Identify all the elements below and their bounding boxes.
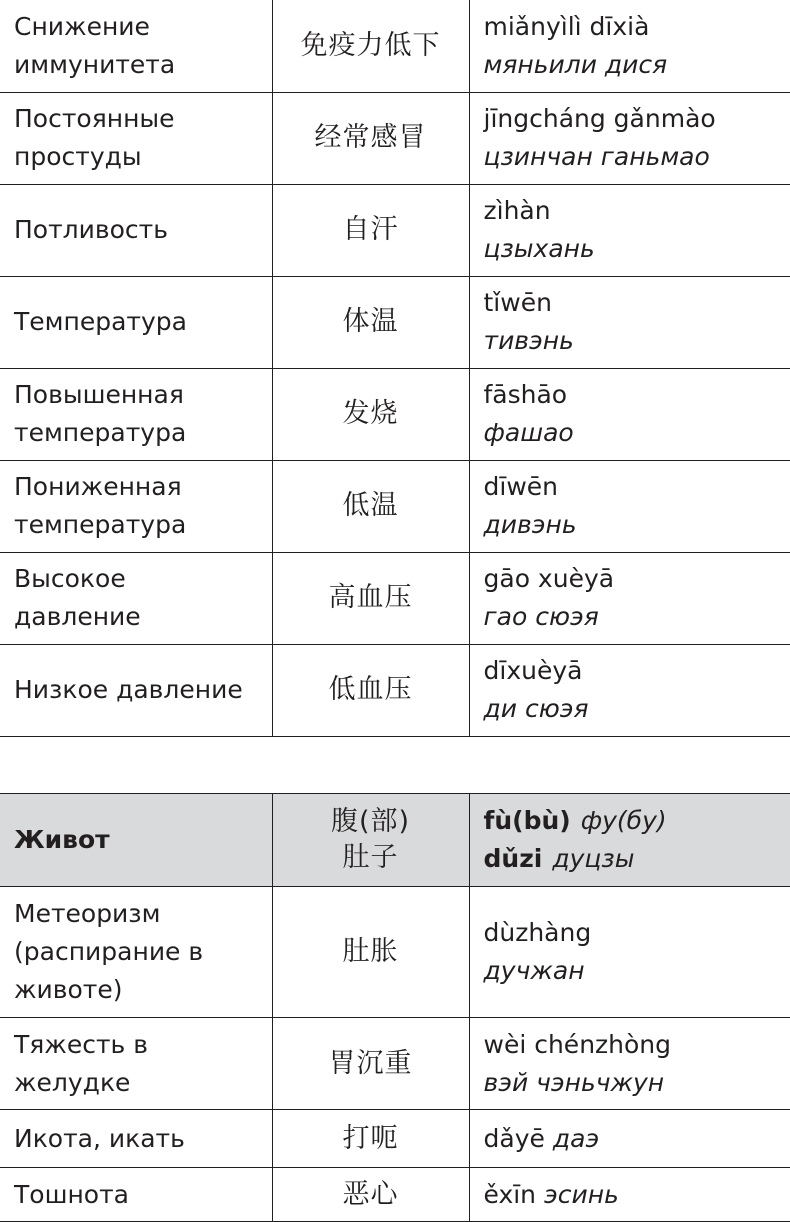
pinyin: fù(bù) bbox=[483, 806, 571, 835]
cyrillic-transliteration: цзинчан ганьмао bbox=[483, 142, 710, 171]
cyrillic-transliteration: фу(бу) bbox=[580, 806, 667, 835]
vocabulary-table-2 bbox=[0, 793, 790, 1222]
cyrillic-transliteration: дуцзы bbox=[552, 844, 635, 873]
russian-term: Высокое давление bbox=[0, 552, 272, 644]
pronunciation-cell bbox=[469, 460, 790, 552]
table-row bbox=[0, 1168, 790, 1222]
russian-term: Температура bbox=[0, 276, 272, 368]
section-chinese bbox=[272, 794, 469, 887]
cyrillic-transliteration: вэй чэньчжун bbox=[483, 1067, 665, 1097]
table-row bbox=[0, 644, 790, 736]
chinese-term: 低温 bbox=[272, 460, 469, 552]
chinese-term: 免疫力低下 bbox=[272, 0, 469, 92]
pinyin: dǔzi bbox=[483, 844, 543, 873]
cyrillic-transliteration: фашао bbox=[483, 418, 574, 447]
chinese-term: 低血压 bbox=[272, 644, 469, 736]
table-row bbox=[0, 92, 790, 184]
chinese-term: 打呃 bbox=[272, 1110, 469, 1168]
pinyin: jīngcháng gǎnmào bbox=[483, 104, 716, 133]
table-row bbox=[0, 1110, 790, 1168]
chinese-term: 发烧 bbox=[272, 368, 469, 460]
russian-term: Постоянные простуды bbox=[0, 92, 272, 184]
table-row bbox=[0, 552, 790, 644]
russian-term: Потливость bbox=[0, 184, 272, 276]
russian-term: Повышенная температура bbox=[0, 368, 272, 460]
chinese-term: 体温 bbox=[272, 276, 469, 368]
pronunciation-cell bbox=[469, 276, 790, 368]
table-row bbox=[0, 276, 790, 368]
russian-term: Пониженная температура bbox=[0, 460, 272, 552]
russian-term: Снижение иммунитета bbox=[0, 0, 272, 92]
pronunciation-cell bbox=[469, 1168, 790, 1222]
chinese-line-1: 腹(部) bbox=[330, 806, 411, 837]
pinyin: dǎyē bbox=[483, 1123, 545, 1153]
cyrillic-transliteration: гао сюэя bbox=[483, 602, 599, 631]
cyrillic-transliteration: дивэнь bbox=[483, 510, 577, 539]
chinese-term: 高血压 bbox=[272, 552, 469, 644]
chinese-term: 恶心 bbox=[272, 1168, 469, 1222]
russian-term: Тошнота bbox=[0, 1168, 272, 1222]
table-row bbox=[0, 0, 790, 92]
pinyin: miǎnyìlì dīxià bbox=[483, 11, 650, 41]
pinyin: zìhàn bbox=[483, 196, 551, 225]
pinyin: dùzhàng bbox=[483, 918, 592, 947]
chinese-term: 肚胀 bbox=[272, 887, 469, 1018]
pronunciation-cell bbox=[469, 887, 790, 1018]
pinyin: ěxīn bbox=[483, 1179, 537, 1209]
pronunciation-cell bbox=[469, 184, 790, 276]
pronunciation-cell bbox=[469, 552, 790, 644]
chinese-line-2: 肚子 bbox=[342, 842, 399, 873]
table-row bbox=[0, 1018, 790, 1110]
chinese-term: 经常感冒 bbox=[272, 92, 469, 184]
pronunciation-line-2 bbox=[484, 840, 777, 878]
cyrillic-transliteration: эсинь bbox=[544, 1179, 619, 1209]
pronunciation-cell bbox=[469, 368, 790, 460]
cyrillic-transliteration: даэ bbox=[552, 1123, 600, 1153]
table-row bbox=[0, 887, 790, 1018]
table-row bbox=[0, 184, 790, 276]
pronunciation-cell bbox=[469, 1110, 790, 1168]
pinyin: tǐwēn bbox=[483, 288, 552, 317]
cyrillic-transliteration: цзыхань bbox=[483, 234, 595, 263]
pinyin: wèi chénzhòng bbox=[483, 1029, 672, 1059]
pronunciation-cell bbox=[469, 1018, 790, 1110]
pronunciation-cell bbox=[469, 92, 790, 184]
pinyin: fāshāo bbox=[483, 380, 568, 409]
pinyin: dīxuèyā bbox=[483, 656, 583, 685]
table-row bbox=[0, 460, 790, 552]
cyrillic-transliteration: тивэнь bbox=[483, 326, 574, 355]
cyrillic-transliteration: мяньили дися bbox=[483, 49, 668, 79]
cyrillic-transliteration: ди сюэя bbox=[483, 694, 589, 723]
russian-term: Низкое давление bbox=[0, 644, 272, 736]
chinese-term: 自汗 bbox=[272, 184, 469, 276]
russian-term: Икота, икать bbox=[0, 1110, 272, 1168]
cyrillic-transliteration: дучжан bbox=[483, 956, 585, 985]
pinyin: gāo xuèyā bbox=[483, 564, 615, 593]
chinese-term: 胃沉重 bbox=[272, 1018, 469, 1110]
pronunciation-line-1 bbox=[484, 802, 777, 840]
pronunciation-cell bbox=[469, 0, 790, 92]
section-header-row bbox=[0, 794, 790, 887]
pinyin: dīwēn bbox=[483, 472, 558, 501]
russian-term: Метеоризм (распирание в животе) bbox=[0, 887, 272, 1018]
russian-term: Тяжесть в желудке bbox=[0, 1018, 272, 1110]
pronunciation-cell bbox=[469, 644, 790, 736]
section-title: Живот bbox=[0, 794, 272, 887]
section-pronunciation bbox=[469, 794, 790, 887]
table-row bbox=[0, 368, 790, 460]
